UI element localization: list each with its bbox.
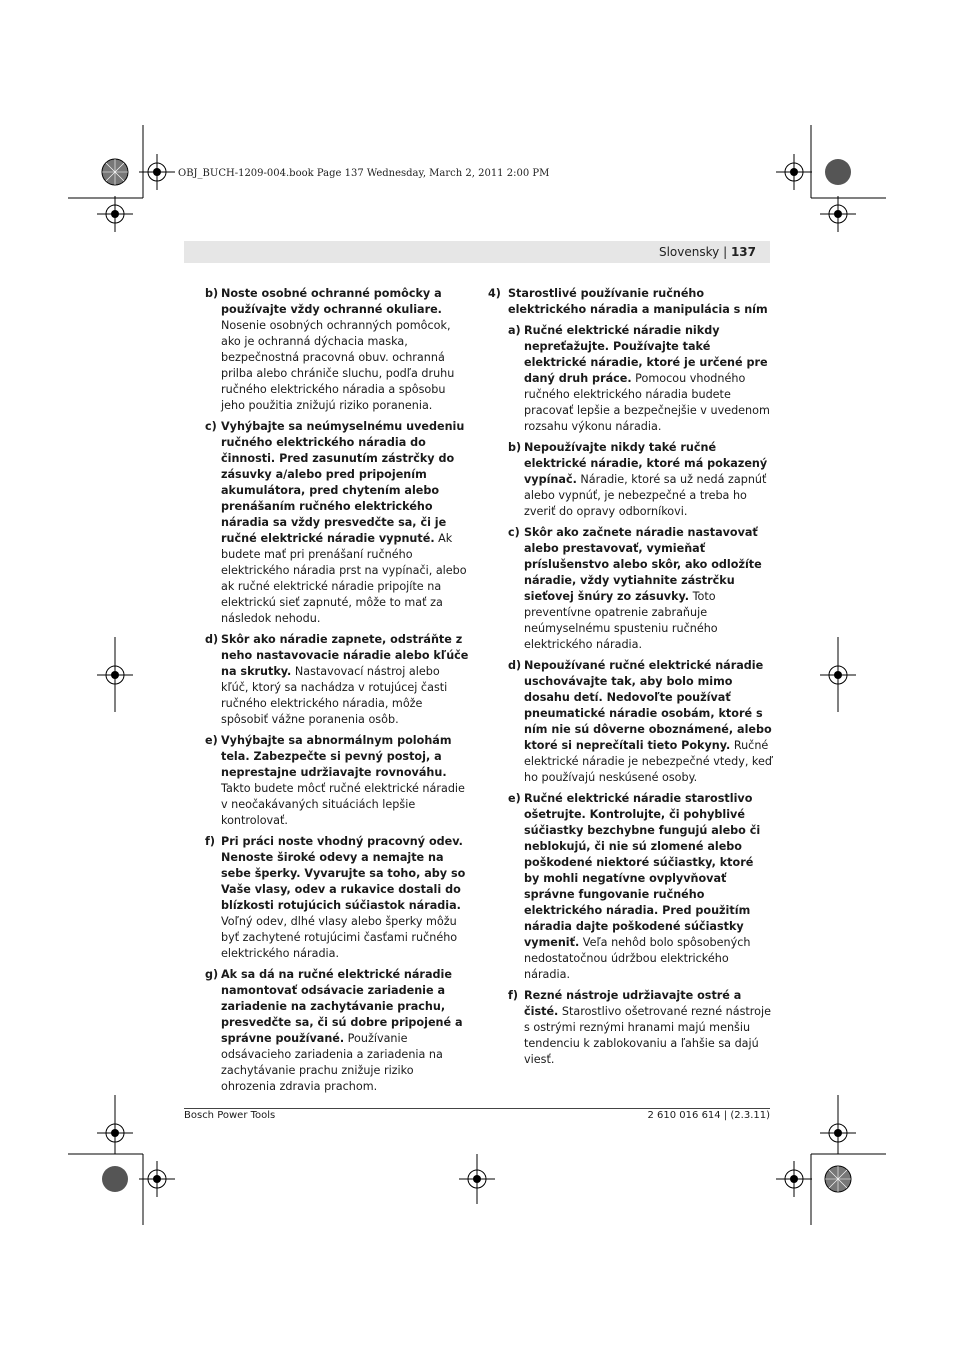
list-item: [508, 440, 772, 520]
item-body: [524, 323, 772, 435]
item-bold-text: Ak sa dá na ručné elektrické náradie namontovať odsávacie zariadenie a zariadenie na zachytávanie prachu, presvedčte sa, či sú dobre pripojené a správne používané.: [221, 968, 463, 1045]
gray-dot-icon: [825, 159, 851, 185]
item-label: c): [205, 420, 217, 433]
list-item: [508, 323, 772, 435]
registration-crosshair-icon: [776, 1161, 812, 1197]
gray-dot-icon: [102, 1166, 128, 1192]
item-bold-text: Rezné nástroje udržiavajte ostré a čisté.: [524, 989, 742, 1018]
item-text: Toto preventívne opatrenie zabraňuje neúmyselnému spusteniu ručného elektrického náradia.: [524, 590, 718, 651]
item-bold-text: Ručné elektrické náradie nikdy nepreťažujte. Používajte také elektrické náradie, ktoré je určené pre daný druh práce.: [524, 324, 768, 385]
item-body: [524, 988, 772, 1068]
item-bold-text: Noste osobné ochranné pomôcky a používajte vždy ochranné okuliare.: [221, 287, 442, 316]
page-number: 137: [730, 245, 756, 259]
item-label: f): [508, 989, 518, 1002]
header-separator: |: [723, 245, 728, 259]
list-item: [508, 988, 772, 1068]
item-label: a): [508, 324, 521, 337]
list-item: [205, 967, 470, 1095]
item-label: c): [508, 526, 520, 539]
item-bold-text: Pri práci noste vhodný pracovný odev. Nenoste široké odevy a nemajte na sebe šperky. Vyvarujte sa toho, aby so Vaše vlasy, odev a rukavice dostali do blízkosti rotujúcich súčiastok náradia.: [221, 835, 466, 912]
registration-crosshair-icon: [97, 196, 133, 232]
registration-crosshair-icon: [139, 1161, 175, 1197]
list-item: [205, 286, 470, 414]
left-column: [205, 286, 470, 1100]
item-bold-text: Ručné elektrické náradie starostlivo ošetrujte. Kontrolujte, či pohyblivé súčiastky bezchybne fungujú alebo či neblokujú, či nie sú zlomené alebo poškodené niektoré súčiastky, ktoré by mohli negatívne ovplyvňovať správne fungovanie ručného elektrického náradia. Pred použitím náradia dajte poškodené súčiastky vymeniť.: [524, 792, 761, 949]
item-text: Náradie, ktoré sa už nedá zapnúť alebo vypnúť, je nebezpečné a treba ho zveriť do opravy odborníkovi.: [524, 473, 767, 518]
item-label: f): [205, 835, 215, 848]
item-text: Voľný odev, dlhé vlasy alebo šperky môžu byť zachytené rotujúcimi časťami ručného elektrického náradia.: [221, 915, 458, 960]
section-title: Starostlivé používanie ručného elektrického náradia a manipulácia s ním: [508, 287, 768, 316]
footer-rule: [184, 1108, 770, 1109]
section-list: [508, 323, 772, 1068]
item-label: b): [508, 441, 522, 454]
item-bold-text: Nepoužívajte nikdy také ručné elektrické náradie, ktoré má pokazený vypínač.: [524, 441, 768, 486]
item-bold-text: Skôr ako náradie zapnete, odstráňte z neho nastavovacie náradie alebo kľúče na skrutky.: [221, 633, 469, 678]
item-text: Nastavovací nástroj alebo kľúč, ktorý sa nachádza v rotujúcej časti ručného elektrického náradia, môže spôsobiť vážne poranenia osôb.: [221, 665, 448, 726]
registration-crosshair-icon: [776, 154, 812, 190]
print-slug-line: OBJ_BUCH-1209-004.book Page 137 Wednesday, March 2, 2011 2:00 PM: [178, 168, 550, 179]
item-body: [221, 733, 470, 829]
item-body: [524, 440, 772, 520]
list-item: [508, 525, 772, 653]
item-bold-text: Nepoužívané ručné elektrické náradie uschovávajte tak, aby bolo mimo dosahu detí. Nedovoľte používať pneumatické náradie osobám, ktoré s ním nie sú dôverne oboznámené, alebo ktoré si neprečítali tieto Pokyny.: [524, 659, 772, 752]
item-text: Ručné elektrické náradie je nebezpečné vtedy, keď ho používajú neskúsené osoby.: [524, 739, 772, 784]
item-bold-text: Skôr ako začnete náradie nastavovať alebo prestavovať, vymieňať príslušenstvo alebo skôr, ako odložíte náradie, vždy vytiahnite zástrčku sieťovej šnúry zo zásuvky.: [524, 526, 762, 603]
item-label: b): [205, 287, 219, 300]
item-text: Starostlivo ošetrované rezné nástroje s ostrými reznými hranami majú menšiu tendenciu k zablokovaniu a ľahšie sa dajú viesť.: [524, 1005, 771, 1066]
item-body: [221, 286, 470, 414]
item-body: [221, 632, 470, 728]
item-body: [221, 967, 470, 1095]
page-header-bar: [184, 241, 770, 263]
list-item: [508, 658, 772, 786]
item-body: [221, 419, 470, 627]
item-body: [524, 791, 772, 983]
right-column: [488, 286, 772, 1073]
item-text: Takto budete môcť ručné elektrické náradie v neočakávaných situáciách lepšie kontrolovať.: [221, 782, 465, 827]
color-wheel-icon: [825, 1166, 851, 1192]
list-item: [205, 834, 470, 962]
item-body: [221, 834, 470, 962]
item-label: g): [205, 968, 219, 981]
color-wheel-icon: [102, 159, 128, 185]
footer-doc-number: 2 610 016 614 | (2.3.11): [647, 1110, 770, 1121]
item-label: d): [205, 633, 219, 646]
item-bold-text: Vyhýbajte sa abnormálnym polohám tela. Zabezpečte si pevný postoj, a neprestajne udržiavajte rovnováhu.: [221, 734, 452, 779]
header-section: Slovensky: [658, 245, 720, 259]
footer-brand: Bosch Power Tools: [184, 1110, 276, 1121]
item-label: d): [508, 659, 522, 672]
list-item: [205, 632, 470, 728]
section-number: 4): [488, 287, 501, 300]
item-text: Veľa nehôd bolo spôsobených nedostatočnou údržbou elektrického náradia.: [524, 936, 751, 981]
list-item: [508, 791, 772, 983]
item-text: Ak budete mať pri prenášaní ručného elektrického náradia prst na vypínači, alebo ak ručné elektrické náradie pripojíte na elektrickú sieť zapnuté, môže to mať za následok nehodu.: [221, 532, 467, 625]
item-body: [524, 525, 772, 653]
item-label: e): [508, 792, 521, 805]
list-item: [205, 419, 470, 627]
section-heading: [488, 286, 772, 318]
item-text: Pomocou vhodného ručného elektrického náradia budete pracovať lepšie a bezpečnejšie v uvedenom rozsahu výkonu náradia.: [524, 372, 770, 433]
item-text: Nosenie osobných ochranných pomôcok, ako je ochranná dýchacia maska, bezpečnostná pracovná obuv. ochranná prilba alebo chrániče sluchu, podľa druhu ručného elektrického náradia a spôsobu jeho použitia znižujú riziko poranenia.: [221, 319, 455, 412]
item-bold-text: Vyhýbajte sa neúmyselnému uvedeniu ručného elektrického náradia do činnosti. Pred zasunutím zástrčky do zásuvky a/alebo pred pripojením akumulátora, pred chytením alebo prenášaním ručného elektrického náradia sa vždy presvedčte sa, či je ručné elektrické náradie vypnuté.: [221, 420, 465, 545]
registration-crosshair-icon: [820, 196, 856, 232]
item-body: [524, 658, 772, 786]
list-item: [205, 733, 470, 829]
registration-crosshair-icon: [139, 154, 175, 190]
item-label: e): [205, 734, 218, 747]
item-text: Používanie odsávacieho zariadenia a zariadenia na zachytávanie prachu znižuje riziko ohrozenia zdravia prachom.: [221, 1032, 443, 1093]
page-header-text: [659, 245, 756, 259]
